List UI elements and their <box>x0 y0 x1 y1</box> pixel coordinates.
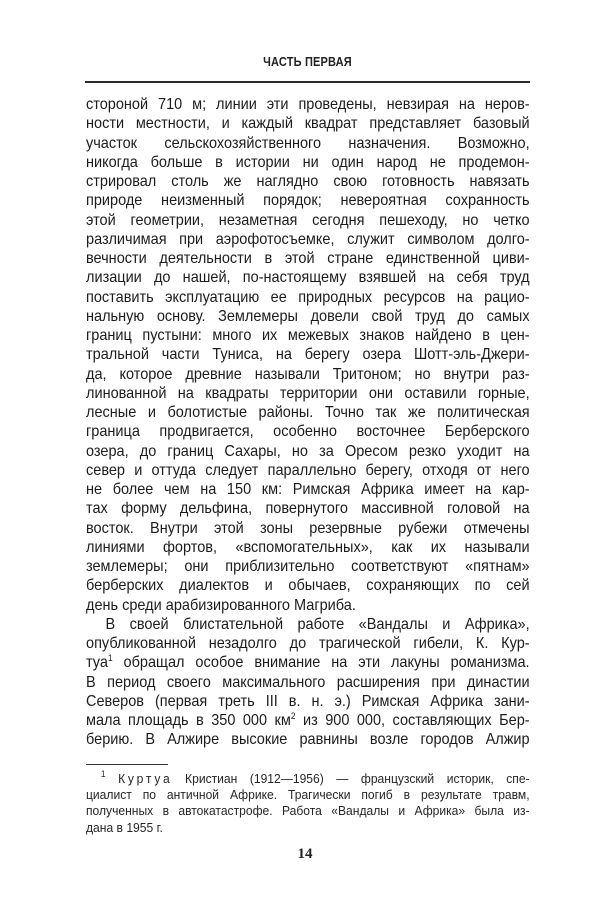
text-fragment: Кристиан (1912—1956) — французский историк, спе- <box>185 771 530 786</box>
text-fragment: мала площадь в 350 000 км <box>86 712 291 729</box>
page-number: 14 <box>297 846 313 862</box>
footnote-line: полученных в автокатастрофе. Работа «Вандалы и Африка» была из- <box>86 803 530 819</box>
body-text <box>86 95 530 750</box>
text-fragment: обращал особое внимание на эти лакуны романизма. <box>123 654 530 672</box>
text-line: природе неизменный порядок; невероятная сохранность <box>86 192 530 210</box>
text-line: землемеры; они приблизительно соответствуют «пятнам» <box>86 558 530 575</box>
text-line: тральной части Туниса, на берегу озера Шотт-эль-Джери- <box>86 346 530 364</box>
text-line: линованной на квадраты территории они оставили горные, <box>86 384 530 402</box>
text-line: озера, до границ Сахары, но за Оресом резко уходит на <box>86 442 530 460</box>
text-line: Северов (первая треть III в. н. э.) Римская Африка зани- <box>86 692 530 710</box>
text-line-paragraph-end: день среди арабизированного Магриба. <box>86 596 356 614</box>
footnote-line <box>86 771 530 787</box>
text-line: этой геометрии, незаметная сегодня пешеходу, но четко <box>86 211 530 229</box>
text-line: нальную основу. Землемеры довели свой труд до самых <box>86 307 530 325</box>
footnote-rule <box>86 764 168 765</box>
text-fragment: туа <box>86 654 108 672</box>
text-line-paragraph-start: В своей блистательной работе «Вандалы и Африка», <box>105 615 530 633</box>
header-rule <box>85 81 530 83</box>
text-line-with-superscript <box>86 711 530 730</box>
text-line: берберских диалектов и обычаев, сохраняющих по сей <box>86 577 530 595</box>
text-line: границ пустыни: много их межевых знаков найдено в цен- <box>86 327 530 344</box>
footnote-name: Куртуа <box>118 771 173 786</box>
footnote-ref[interactable]: 1 <box>107 653 113 664</box>
footnote-line: дана в 1955 г. <box>86 819 163 835</box>
text-line: никогда больше в истории ни один народ не продемон- <box>86 153 530 171</box>
text-line: участок сельскохозяйственного назначения. Возможно, <box>86 134 530 152</box>
text-line: В период своего максимального расширения при династии <box>86 673 530 691</box>
text-line: лесные и болотистые районы. Точно так же политическая <box>86 404 530 421</box>
text-line: вечности деятельности в этой стране единственной циви- <box>86 250 530 267</box>
text-line-with-footnote-ref <box>86 653 530 672</box>
text-line: ности местности, и каждый квадрат представляет базовый <box>86 115 530 133</box>
text-line: опубликованной незадолго до трагической гибели, К. Кур- <box>86 635 530 652</box>
text-line: не более чем на 150 км: Римская Африка имеет на кар- <box>86 481 530 498</box>
text-line: линиями фортов, «вспомогательных», как их называли <box>86 538 530 556</box>
text-line: граница продвигается, особенно восточнее Берберского <box>86 423 530 441</box>
text-line: различимая при аэрофотосъемке, служит символом долго- <box>86 230 530 248</box>
text-line: поставить эксплуатацию ее природных ресурсов на рацио- <box>86 288 530 306</box>
text-line: север и оттуда следует параллельно берегу, отходя от него <box>86 461 530 479</box>
text-line: лизации до нашей, по-настоящему взявшей на себя труд <box>86 269 530 287</box>
running-head: ЧАСТЬ ПЕРВАЯ <box>263 55 352 69</box>
text-line: стороной 710 м; линии эти проведены, невзирая на неров- <box>86 96 530 113</box>
footnote-line: циалист по античной Африке. Трагически погиб в результате травм, <box>86 787 530 803</box>
text-line: берию. В Алжире высокие равнины возле городов Алжир <box>86 731 530 749</box>
text-line: стрировал столь же наглядно свою готовность навязать <box>86 173 530 190</box>
superscript: 2 <box>290 711 296 721</box>
text-fragment: из 900 000, составляющих Бер- <box>302 712 530 729</box>
footnote-marker: 1 <box>100 769 106 779</box>
footnote <box>86 771 530 836</box>
text-line: восток. Внутри этой зоны резервные рубежи отмечены <box>86 519 530 537</box>
text-line: да, которое древние называли Тритоном; но внутри раз- <box>86 365 530 383</box>
text-line: тах форму дельфина, повернутого массивной головой на <box>86 500 530 518</box>
